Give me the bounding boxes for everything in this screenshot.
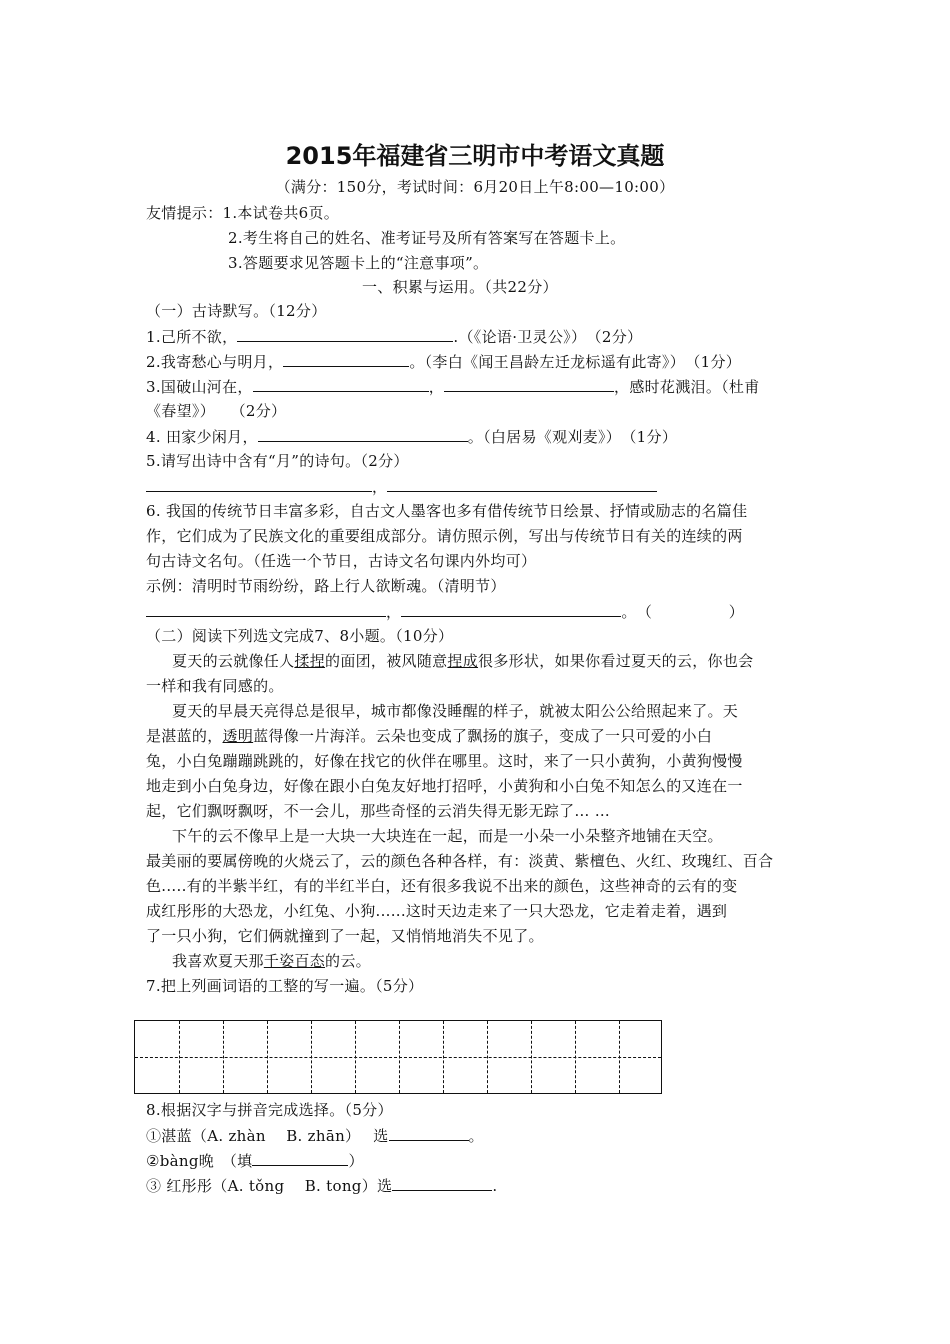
passage-text: 的面团，被风随意 <box>325 652 448 670</box>
question-1 <box>146 326 642 347</box>
tips-label: 友情提示： <box>146 204 223 222</box>
question-text: ，感时花溅泪。（杜甫 <box>614 378 760 396</box>
question-text: 3.国破山河在， <box>146 378 253 396</box>
question-text: ， <box>428 378 445 396</box>
writing-grid[interactable] <box>134 1020 662 1094</box>
underlined-word: 揉捏 <box>294 652 326 670</box>
grid-column-line <box>311 1021 312 1093</box>
passage-line: 下午的云不像早上是一大块一大块连在一起，而是一小朵一小朵整齐地铺在天空。 <box>172 827 723 845</box>
question-text: 2.我寄愁心与明月， <box>146 353 284 371</box>
passage-text: 是湛蓝 <box>146 727 192 745</box>
grid-column-line <box>179 1021 180 1093</box>
grid-column-line <box>399 1021 400 1093</box>
question-6-line: 作，它们成为了民族文化的重要组成部分。请仿照示例，写出与传统节日有关的连续的两 <box>146 527 743 545</box>
question-6-line: 6. 我国的传统节日丰富多彩，自古文人墨客也多有借传统节日绘景、抒情或励志的名篇佳 <box>146 502 748 520</box>
passage-text: 的， <box>191 727 223 745</box>
passage-line <box>172 651 753 671</box>
passage-text: 很多形状，如果你看过夏天的云，你也会 <box>478 652 754 670</box>
answer-blank[interactable] <box>392 1175 492 1191</box>
grid-column-line <box>267 1021 268 1093</box>
grid-midline <box>135 1057 661 1058</box>
question-3 <box>146 376 760 397</box>
grid-column-line <box>487 1021 488 1093</box>
passage-text: 的云。 <box>325 952 371 970</box>
question-text: .（《论语·卫灵公》） （2分） <box>453 328 643 346</box>
passage-line: 了一只小狗，它们俩就撞到了一起，又悄悄地消失不见了。 <box>146 927 544 945</box>
passage-line: 兔，小白兔蹦蹦跳跳的，好像在找它的伙伴在哪里。这时，来了一只小黄狗，小黄狗慢慢 <box>146 752 743 770</box>
question-6-line: 句古诗文名句。（任选一个节日，古诗文名句课内外均可） <box>146 552 537 570</box>
question-text: 。（白居易《观刈麦》） （1分） <box>467 428 678 446</box>
answer-blank[interactable] <box>387 476 657 492</box>
tip-item: 3.答题要求见答题卡上的“注意事项”。 <box>228 254 489 272</box>
tip-item: 1.本试卷共6页。 <box>222 204 340 222</box>
section-heading: 一、积累与运用。（共22分） <box>362 278 558 296</box>
question-8-option-2 <box>146 1150 364 1171</box>
exam-title: 2015年福建省三明市中考语文真题 <box>285 142 665 170</box>
question-text: . <box>492 1177 498 1195</box>
question-text: ） <box>348 1152 364 1170</box>
answer-blank[interactable] <box>253 376 429 392</box>
answer-blank[interactable] <box>252 1150 348 1166</box>
passage-line: 地走到小白兔身边，好像在跟小白兔友好地打招呼，小黄狗和小白兔不知怎么的又连在一 <box>146 777 743 795</box>
underlined-word: 千姿百态 <box>263 952 326 970</box>
question-5-answer <box>146 476 657 497</box>
answer-blank[interactable] <box>146 476 372 492</box>
answer-blank[interactable] <box>258 426 468 442</box>
passage-text: 我喜欢夏天那 <box>172 952 264 970</box>
question-6-example: 示例：清明时节雨纷纷，路上行人欲断魂。（清明节） <box>146 577 506 595</box>
tip-item: 2.考生将自己的姓名、准考证号及所有答案写在答题卡上。 <box>228 229 626 247</box>
grid-column-line <box>619 1021 620 1093</box>
exam-subtitle: （满分：150分，考试时间：6月20日上午8:00—10:00） <box>275 178 675 196</box>
passage-line: 成红彤彤的大恐龙，小红兔、小狗......这时天边走来了一只大恐龙，它走着走着，遇到 <box>146 902 728 920</box>
question-text: ， <box>386 603 402 621</box>
grid-column-line <box>531 1021 532 1093</box>
question-text: 1.己所不欲， <box>146 328 238 346</box>
answer-blank[interactable] <box>283 351 409 367</box>
question-3-cont: 《春望》） （2分） <box>146 402 287 420</box>
question-8-option-3 <box>146 1175 497 1196</box>
passage-line: 起，它们飘呀飘呀，不一会儿，那些奇怪的云消失得无影无踪了… … <box>146 802 611 820</box>
question-4 <box>146 426 677 447</box>
part-heading: （一）古诗默写。（12分） <box>146 302 327 320</box>
passage-text: 夏天的云就像任人 <box>172 652 295 670</box>
question-8-option-1 <box>146 1125 484 1146</box>
passage-line <box>172 951 371 971</box>
question-text: 。（李白《闻王昌龄左迁龙标遥有此寄》） （1分） <box>409 353 742 371</box>
answer-blank[interactable] <box>444 376 614 392</box>
underlined-word: 透明 <box>222 727 254 745</box>
tips-line-1 <box>146 203 339 223</box>
question-2 <box>146 351 741 372</box>
underlined-word: 捏成 <box>447 652 479 670</box>
passage-line: 夏天的早晨天亮得总是很早，城市都像没睡醒的样子，就被太阳公公给照起来了。天 <box>172 702 739 720</box>
passage-line <box>146 726 712 746</box>
question-7: 7.把上列画词语的工整的写一遍。（5分） <box>146 977 424 995</box>
part-heading: （二）阅读下列选文完成7、8小题。（10分） <box>146 627 454 645</box>
answer-blank[interactable] <box>146 601 386 617</box>
grid-column-line <box>443 1021 444 1093</box>
question-text: ①湛蓝（A. zhàn B. zhān） 选 <box>146 1127 389 1145</box>
question-text: ②bàng晚 （填 <box>146 1152 253 1170</box>
answer-blank[interactable] <box>401 601 621 617</box>
grid-column-line <box>355 1021 356 1093</box>
answer-blank[interactable] <box>389 1125 469 1141</box>
question-text: ， <box>372 478 388 496</box>
question-5: 5.请写出诗中含有“月”的诗句。（2分） <box>146 452 409 470</box>
question-6-answer <box>146 601 744 622</box>
question-text: 4. 田家少闲月， <box>146 428 258 446</box>
grid-column-line <box>575 1021 576 1093</box>
answer-blank[interactable] <box>237 326 453 342</box>
question-text: ③ 红彤彤（A. tǒng B. tong）选 <box>146 1177 393 1195</box>
passage-text: 蓝得像一片海洋。云朵也变成了飘扬的旗子，变成了一只可爱的小白 <box>253 727 713 745</box>
question-8: 8.根据汉字与拼音完成选择。（5分） <box>146 1101 393 1119</box>
question-text: 。 （ ） <box>621 603 745 621</box>
passage-line: 一样和我有同感的。 <box>146 677 284 695</box>
question-text: 。 <box>468 1127 484 1145</box>
passage-line: 最美丽的要属傍晚的火烧云了，云的颜色各种各样，有：淡黄、紫檀色、火红、玫瑰红、百合 <box>146 852 774 870</box>
grid-column-line <box>223 1021 224 1093</box>
passage-line: 色.....有的半紫半红，有的半红半白，还有很多我说不出来的颜色，这些神奇的云有的变 <box>146 877 738 895</box>
